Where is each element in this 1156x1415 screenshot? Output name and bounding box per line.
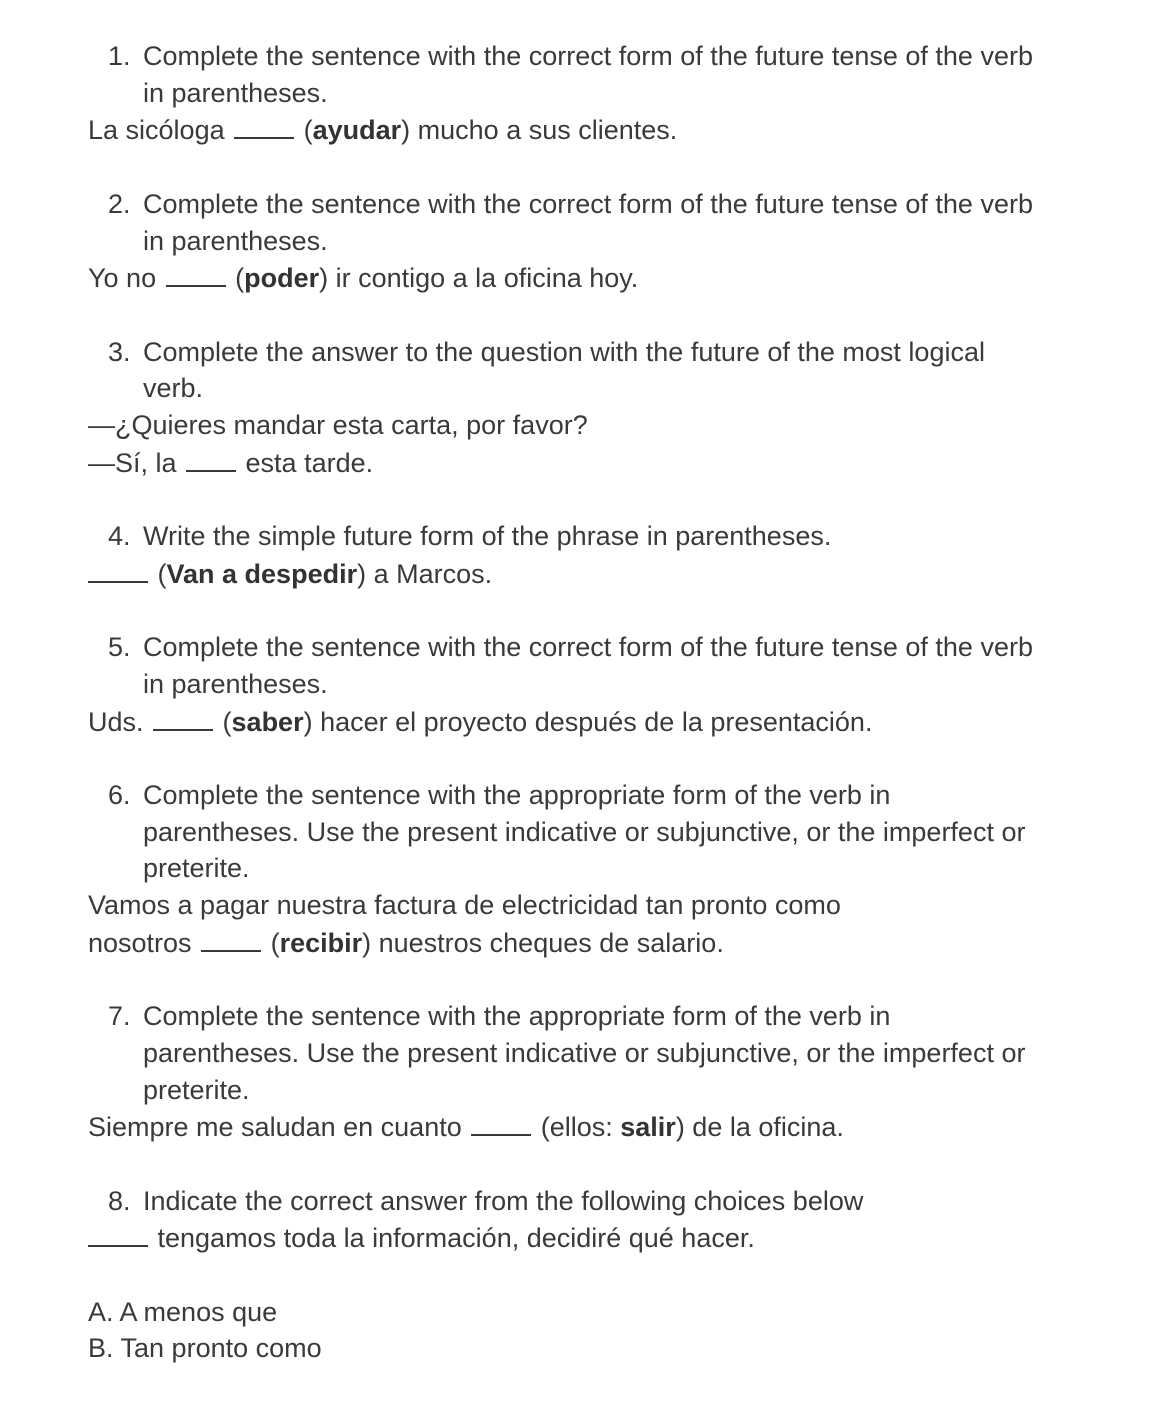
- answer-blank[interactable]: [88, 555, 148, 583]
- question-5: [88, 629, 1128, 740]
- answer-blank[interactable]: [88, 1219, 148, 1247]
- instruction-text: Complete the sentence with the correct form of the future tense of the verb in parentheses.: [143, 188, 1033, 256]
- sentence-text: ) de la oficina.: [675, 1112, 844, 1143]
- answer-blank[interactable]: [186, 444, 236, 472]
- sentence-text: ) hacer el proyecto después de la presentación.: [303, 706, 873, 737]
- question-7-instruction: [108, 998, 1128, 1108]
- sentence-text: Uds.: [88, 706, 152, 737]
- sentence-text: (: [296, 115, 313, 146]
- phrase-bold: Van a despedir: [166, 558, 358, 589]
- sentence-line: [88, 259, 1128, 297]
- instruction-text: Complete the sentence with the appropriate form of the verb in parentheses. Use the present indicative or subjunctive, or the imperfect or preterite.: [143, 1001, 1026, 1105]
- sentence-text: Siempre me saludan en cuanto: [88, 1112, 470, 1143]
- sentence-text: (: [150, 558, 167, 589]
- sentence-line: Vamos a pagar nuestra factura de electricidad tan pronto como: [88, 890, 841, 921]
- verb-bold: recibir: [279, 927, 363, 958]
- question-number: 4.: [108, 521, 131, 552]
- answer-blank[interactable]: [153, 703, 213, 731]
- sentence-text: tengamos toda la información, decidiré qué hacer.: [150, 1223, 755, 1254]
- question-8: [88, 1183, 1128, 1368]
- sentence-line: [88, 555, 1128, 593]
- instruction-text: Complete the sentence with the appropriate form of the verb in parentheses. Use the present indicative or subjunctive, or the imperfect or preterite.: [143, 779, 1026, 884]
- question-7: [88, 998, 1128, 1146]
- sentence-text: ) mucho a sus clientes.: [401, 115, 678, 146]
- sentence-text: —Sí, la: [88, 447, 185, 478]
- sentence-line: [88, 444, 1128, 482]
- question-2: [88, 186, 1128, 297]
- spacer: [88, 1257, 1128, 1294]
- sentence-line: —¿Quieres mandar esta carta, por favor?: [88, 410, 588, 440]
- sentence-line: [88, 1108, 1128, 1146]
- question-3-instruction: [108, 334, 1128, 407]
- verb-bold: ayudar: [312, 115, 402, 146]
- instruction-text: Complete the sentence with the correct form of the future tense of the verb in parentheses.: [143, 41, 1033, 108]
- verb-bold: saber: [231, 706, 304, 737]
- question-1: [88, 38, 1128, 149]
- answer-blank[interactable]: [471, 1108, 531, 1136]
- sentence-line: [88, 111, 1128, 149]
- sentence-text: (: [227, 263, 245, 294]
- question-4: [88, 518, 1128, 592]
- question-6: [88, 777, 1128, 962]
- question-5-instruction: [108, 629, 1128, 702]
- sentence-text: ) a Marcos.: [357, 558, 493, 589]
- question-number: 8.: [108, 1185, 131, 1216]
- sentence-text: (ellos:: [533, 1112, 621, 1143]
- verb-bold: poder: [244, 263, 320, 294]
- instruction-text: Complete the sentence with the correct form of the future tense of the verb in parentheses.: [143, 632, 1033, 699]
- question-number: 3.: [108, 336, 131, 367]
- question-number: 2.: [108, 188, 131, 219]
- question-number: 5.: [108, 632, 131, 663]
- question-3: [88, 334, 1128, 482]
- question-8-instruction: [108, 1183, 1128, 1220]
- instruction-text: Indicate the correct answer from the following choices below: [143, 1185, 864, 1216]
- instruction-text: Write the simple future form of the phrase in parentheses.: [143, 521, 832, 552]
- sentence-text: Yo no: [88, 263, 164, 294]
- worksheet: [88, 38, 1128, 1404]
- question-4-instruction: [108, 518, 1128, 555]
- answer-choices: [88, 1294, 1128, 1367]
- sentence-line: [88, 924, 1128, 962]
- verb-bold: salir: [620, 1112, 676, 1143]
- question-number: 1.: [108, 41, 131, 71]
- answer-blank[interactable]: [201, 924, 261, 952]
- sentence-text: (: [263, 927, 280, 958]
- choice-b[interactable]: B. Tan pronto como: [88, 1333, 322, 1364]
- sentence-text: nosotros: [88, 927, 200, 958]
- instruction-text: Complete the answer to the question with the future of the most logical verb.: [143, 336, 985, 404]
- sentence-line: [88, 1219, 1128, 1257]
- question-6-instruction: [108, 777, 1128, 887]
- question-1-instruction: [108, 38, 1128, 111]
- sentence-text: ) nuestros cheques de salario.: [362, 927, 724, 958]
- sentence-text: La sicóloga: [88, 115, 233, 146]
- sentence-text: ) ir contigo a la oficina hoy.: [319, 263, 639, 294]
- answer-blank[interactable]: [234, 111, 294, 139]
- sentence-text: (: [215, 706, 232, 737]
- choice-a[interactable]: A. A menos que: [88, 1296, 278, 1327]
- sentence-text: esta tarde.: [238, 447, 374, 478]
- question-2-instruction: [108, 186, 1128, 259]
- question-number: 7.: [108, 1001, 131, 1032]
- sentence-line: [88, 703, 1128, 741]
- answer-blank[interactable]: [166, 259, 226, 287]
- question-number: 6.: [108, 779, 131, 810]
